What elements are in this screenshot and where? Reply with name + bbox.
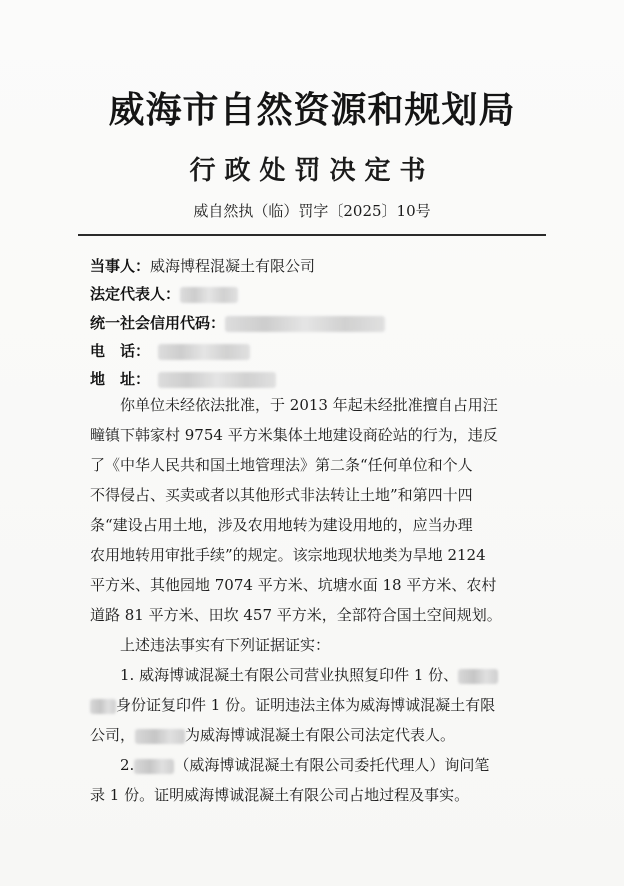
body-line: 了《中华人民共和国土地管理法》第二条“任何单位和个人 [90, 456, 473, 474]
party-value: 威海博程混凝土有限公司 [150, 257, 316, 275]
body-line: 疃镇下韩家村 9754 平方米集体土地建设商砼站的行为，违反 [90, 426, 498, 444]
evidence-2-post: （威海博诚混凝土有限公司委托代理人）询问笔 [174, 756, 490, 774]
redacted-name [90, 699, 116, 714]
address-field [90, 367, 276, 391]
evidence-1-post: 为威海博诚混凝土有限公司法定代表人。 [185, 726, 456, 744]
redacted-name [458, 669, 498, 684]
body-text [90, 390, 550, 810]
legal-rep-label: 法定代表人： [90, 285, 181, 303]
credit-code-field [90, 311, 385, 335]
evidence-1-text-cont: 身份证复印件 1 份。证明违法主体为威海博诚混凝土有限 [116, 696, 496, 714]
evidence-2-pre: 2. [120, 756, 135, 774]
redacted-phone [158, 344, 250, 360]
phone-field [90, 339, 250, 363]
body-line: 道路 81 平方米、田坎 457 平方米，全部符合国土空间规划。 [90, 606, 502, 624]
body-line: 不得侵占、买卖或者以其他形式非法转让土地”和第四十四 [90, 486, 473, 504]
evidence-item-2-cont: 录 1 份。证明威海博诚混凝土有限公司占地过程及事实。 [90, 786, 470, 804]
header-divider [78, 234, 546, 236]
party-field [90, 254, 315, 278]
evidence-intro: 上述违法事实有下列证据证实： [120, 636, 331, 654]
evidence-1-text: 1. 威海博诚混凝土有限公司营业执照复印件 1 份、 [120, 666, 459, 684]
evidence-1-pre: 公司， [90, 726, 136, 744]
phone-label: 电 话： [90, 342, 151, 360]
document-number: 威自然执（临）罚字〔2025〕10号 [193, 202, 431, 220]
redacted-name [134, 759, 174, 774]
evidence-item-1-cont [90, 690, 550, 720]
agency-name: 威海市自然资源和规划局 [108, 89, 516, 131]
redacted-address [158, 372, 276, 388]
credit-code-label: 统一社会信用代码： [90, 314, 226, 332]
document-title: 行政处罚决定书 [189, 156, 435, 186]
legal-rep-field [90, 282, 238, 306]
body-line: 平方米、其他园地 7074 平方米、坑塘水面 18 平方米、农村 [90, 576, 497, 594]
address-label: 地 址： [90, 370, 151, 388]
evidence-item-1 [90, 660, 550, 690]
evidence-item-1-end [90, 720, 550, 750]
redacted-name [135, 729, 185, 744]
redacted-legal-rep [180, 287, 238, 303]
body-line: 你单位未经依法批准，于 2013 年起未经批准擅自占用汪 [120, 396, 498, 414]
body-line: 条“建设占用土地，涉及农用地转为建设用地的，应当办理 [90, 516, 473, 534]
party-label: 当事人： [90, 257, 151, 275]
body-line: 农用地转用审批手续”的规定。该宗地现状地类为旱地 2124 [90, 546, 486, 564]
redacted-credit-code [225, 316, 385, 332]
evidence-item-2 [90, 750, 550, 780]
